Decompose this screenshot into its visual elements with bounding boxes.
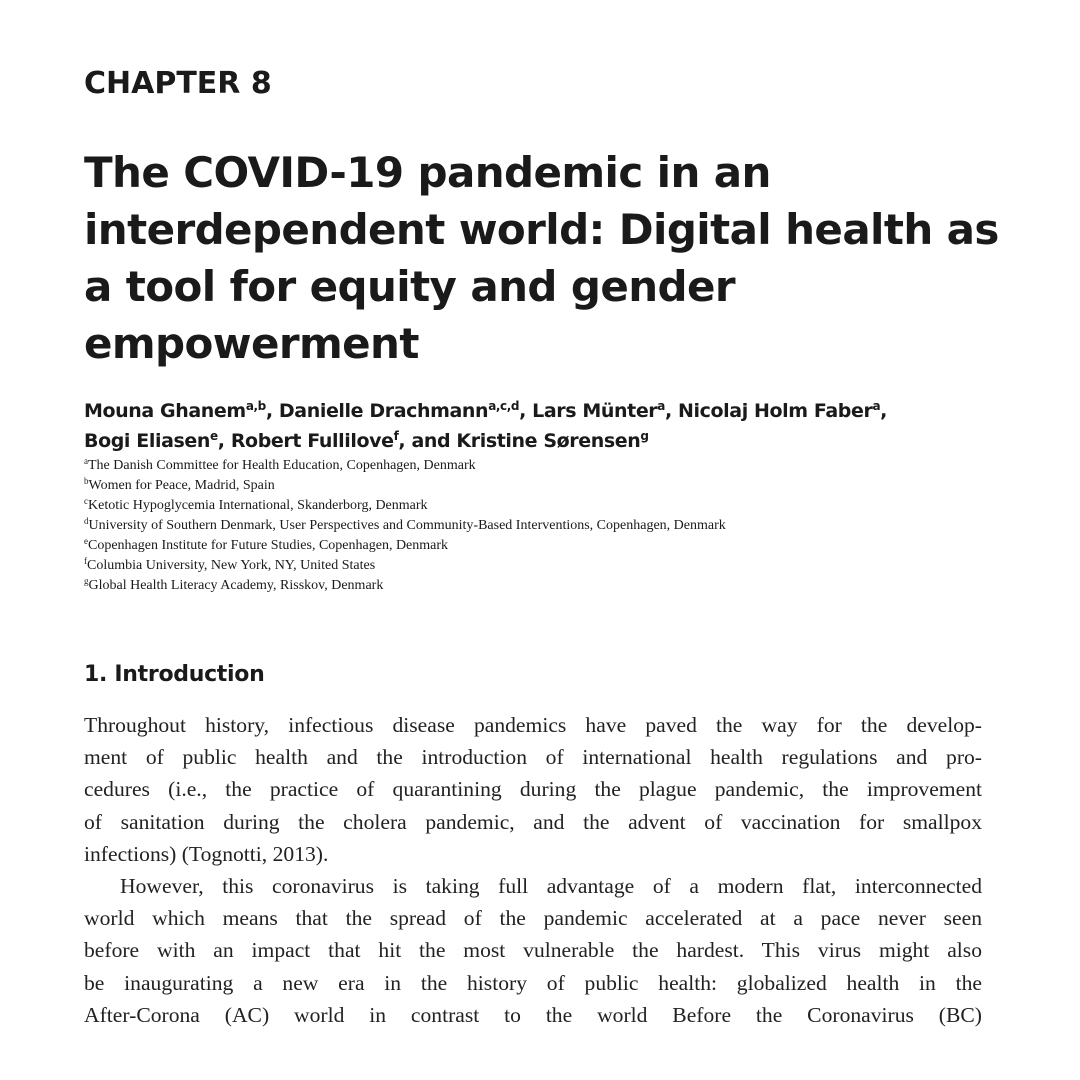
affiliation-text: University of Southern Denmark, User Perspectives and Community-Based Interventions, Copenhagen, Denmark: [88, 518, 726, 533]
title-line: empowerment: [84, 319, 419, 368]
affiliation-item: [84, 496, 982, 516]
affiliation-text: Ketotic Hypoglycemia International, Skanderborg, Denmark: [88, 498, 428, 513]
affiliation-text: Copenhagen Institute for Future Studies, Copenhagen, Denmark: [88, 538, 449, 553]
affiliation-mark: e: [84, 536, 88, 546]
text-line: be inaugurating a new era in the history of public health: globalized health in the: [84, 970, 982, 995]
author-separator: ,: [519, 400, 533, 422]
author-name: Nicolaj Holm Faber: [678, 400, 873, 422]
affiliation-item: [84, 556, 982, 576]
author-affil-mark: a,c,d: [488, 399, 520, 413]
affiliation-mark: f: [84, 556, 87, 566]
author-affil-mark: e: [210, 429, 218, 443]
affiliation-mark: g: [84, 576, 89, 586]
author-separator: ,: [880, 400, 887, 422]
text-line: ment of public health and the introduction of international health regulations and pro-: [84, 745, 982, 770]
author-affil-mark: g: [640, 429, 649, 443]
affiliation-mark: a: [84, 456, 88, 466]
affiliation-list: [84, 456, 982, 596]
chapter-label: CHAPTER 8: [84, 66, 272, 101]
affiliation-mark: d: [84, 516, 89, 526]
affiliation-mark: b: [84, 476, 89, 486]
author-line: [84, 396, 982, 426]
affiliation-item: [84, 476, 982, 496]
title-line: The COVID-19 pandemic in an: [84, 148, 771, 197]
author-name: Robert Fullilove: [230, 430, 394, 452]
affiliation-item: [84, 576, 982, 596]
text-line: However, this coronavirus is taking full advantage of a modern flat, interconnected: [120, 874, 982, 899]
author-separator: ,: [664, 400, 679, 422]
author-name: Kristine Sørensen: [456, 430, 641, 452]
affiliation-text: Columbia University, New York, NY, United States: [87, 558, 376, 573]
author-affil-mark: a: [657, 399, 665, 413]
title-line: a tool for equity and gender: [84, 262, 735, 311]
text-line: infections) (Tognotti, 2013).: [84, 841, 329, 866]
affiliation-text: Global Health Literacy Academy, Risskov, Denmark: [88, 578, 384, 593]
text-line: before with an impact that hit the most vulnerable the hardest. This virus might also: [84, 938, 982, 963]
affiliation-item: [84, 456, 982, 476]
author-list: [84, 396, 982, 456]
author-affil-mark: f: [393, 429, 399, 443]
paragraph: [84, 709, 982, 870]
author-name: Lars Münter: [532, 400, 658, 422]
section-body: [84, 709, 982, 1031]
affiliation-text: Women for Peace, Madrid, Spain: [88, 478, 275, 493]
title-line: interdependent world: Digital health as: [84, 205, 999, 254]
author-affil-mark: a,b: [245, 399, 266, 413]
chapter-title: [84, 144, 999, 372]
author-line: [84, 426, 982, 456]
affiliation-item: [84, 536, 982, 556]
text-line: Throughout history, infectious disease pandemics have paved the way for the develop-: [84, 713, 982, 737]
affiliation-text: The Danish Committee for Health Education, Copenhagen, Denmark: [88, 458, 476, 473]
section-heading: 1. Introduction: [84, 662, 265, 687]
author-affil-mark: a: [872, 399, 881, 413]
text-line: world which means that the spread of the pandemic accelerated at a pace never seen: [84, 906, 982, 931]
author-separator: ,: [217, 430, 231, 452]
affiliation-item: [84, 516, 982, 536]
author-name: Mouna Ghanem: [84, 400, 246, 422]
text-line: cedures (i.e., the practice of quarantining during the plague pandemic, the improvement: [84, 777, 982, 802]
affiliation-mark: c: [84, 496, 88, 506]
author-separator: ,: [265, 400, 279, 422]
author-name: Bogi Eliasen: [84, 430, 211, 452]
author-separator: , and: [398, 430, 457, 452]
text-line: After-Corona (AC) world in contrast to the world Before the Coronavirus (BC): [84, 1002, 982, 1027]
text-line: of sanitation during the cholera pandemic, and the advent of vaccination for smallpox: [84, 809, 982, 834]
author-name: Danielle Drachmann: [278, 400, 489, 422]
paragraph: [84, 870, 982, 1031]
